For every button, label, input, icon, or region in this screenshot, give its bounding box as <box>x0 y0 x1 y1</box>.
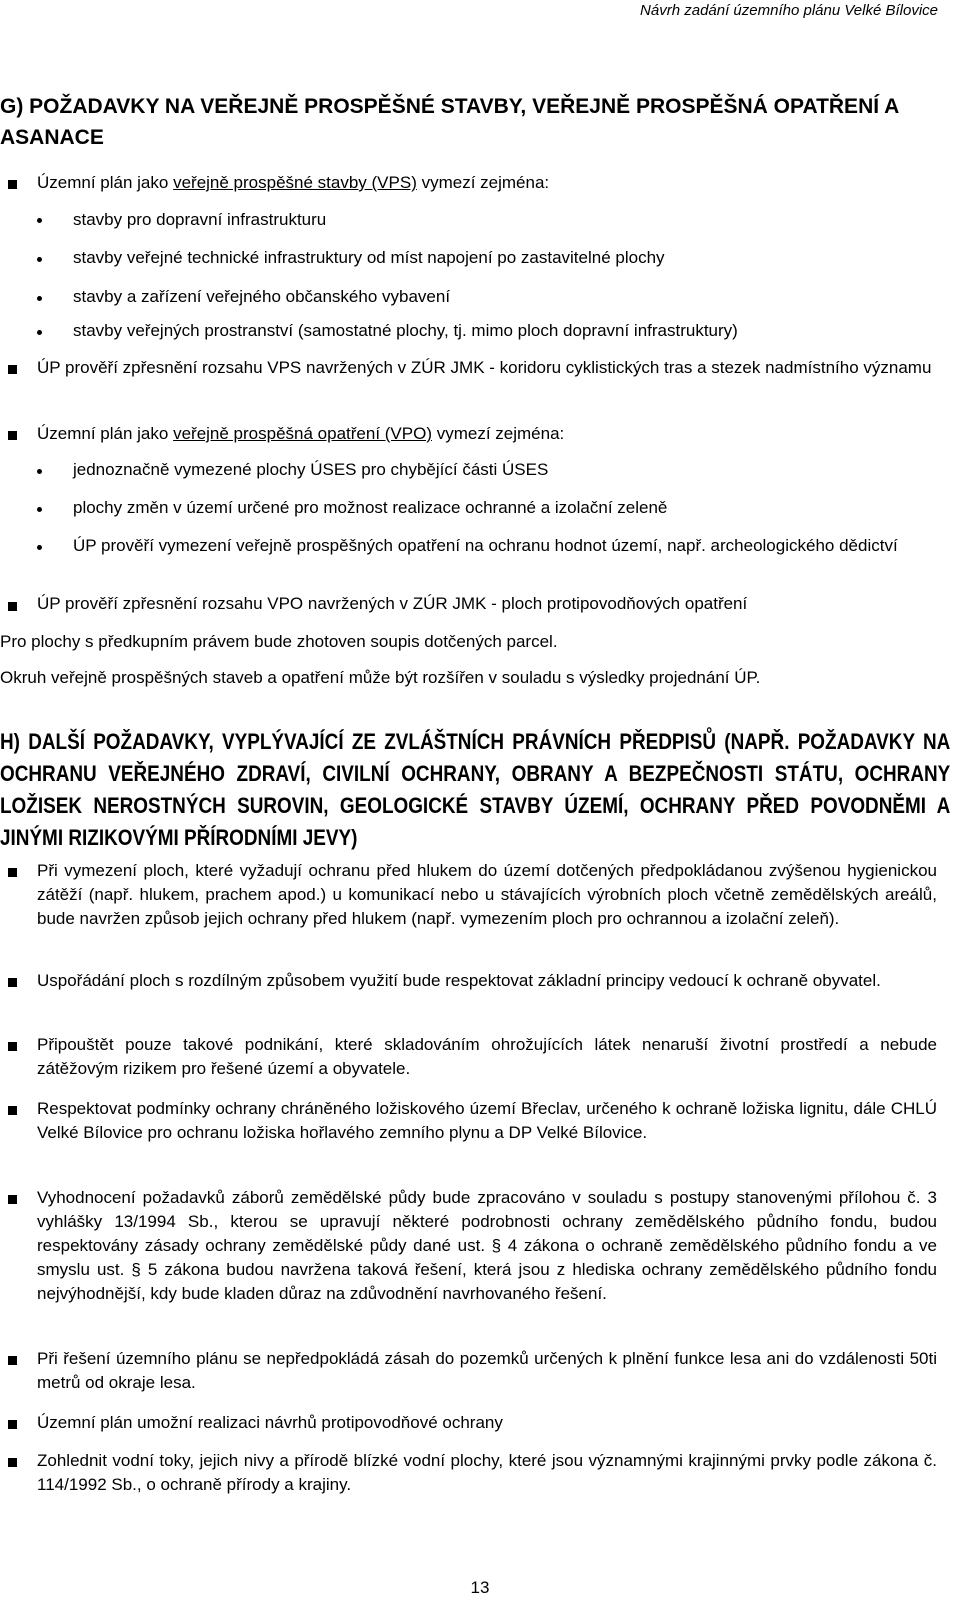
square-bullet-icon <box>8 431 17 440</box>
requirement-item: Zohlednit vodní toky, jejich nivy a přírodě blízké vodní plochy, které jsou významnými krajinnými prvky podle zákona č. 114/1992 Sb., o ochraně přírody a krajiny. <box>37 1451 937 1494</box>
square-bullet-icon <box>8 180 17 189</box>
pre-emption-paragraph: Pro plochy s předkupním právem bude zhotoven soupis dotčených parcel. <box>0 632 558 651</box>
vpo-review: ÚP prověří zpřesnění rozsahu VPO navržených v ZÚR JMK - ploch protipovodňových opatření <box>37 594 748 613</box>
requirement-item: Vyhodnocení požadavků záborů zemědělské půdy bude zpracováno v souladu s postupy stanovenými přílohou č. 3 vyhlášky 13/1994 Sb., kterou se upravují některé podrobnosti ochrany zemědělského půdního fondu, budou respektovány zásady ochrany zemědělské půdy dané ust. § 4 zákona o ochraně zemědělského půdního fondu a ve smyslu ust. § 5 zákona budou navržena taková řešení, která jsou z hlediska ochrany zemědělského půdního fondu nejvýhodnější, kdy bude kladen důraz na zdůvodnění navrhovaného řešení. <box>37 1188 937 1303</box>
square-bullet-icon <box>8 1195 17 1204</box>
round-bullet-icon <box>37 469 42 474</box>
vps-intro: Územní plán jako veřejně prospěšné stavby (VPS) vymezí zejména: <box>37 173 550 192</box>
section-h-heading: H) DALŠÍ POŽADAVKY, VYPLÝVAJÍCÍ ZE ZVLÁŠTNÍCH PRÁVNÍCH PŘEDPISŮ (NAPŘ. POŽADAVKY NA OCHRANU VEŘEJNÉHO ZDRAVÍ, CIVILNÍ OCHRANY, OBRANY A BEZPEČNOSTI STÁTU, OCHRANY LOŽISEK NEROSTNÝCH SUROVIN, GEOLOGICKÉ STAVBY ÚZEMÍ, OCHRANY PŘED POVODNĚMI A JINÝMI RIZIKOVÝMI PŘÍRODNÍMI JEVY) <box>0 729 951 850</box>
square-bullet-icon <box>8 1042 17 1051</box>
scope-paragraph: Okruh veřejně prospěšných staveb a opatření může být rozšířen v souladu s výsledky projednání ÚP. <box>0 668 761 687</box>
vpo-item: plochy změn v území určené pro možnost realizace ochranné a izolační zeleně <box>73 498 668 517</box>
vps-item: stavby veřejných prostranství (samostatné plochy, tj. mimo ploch dopravní infrastruktury) <box>73 321 738 340</box>
requirement-item: Při vymezení ploch, které vyžadují ochranu před hlukem do území dotčených předpokládanou zvýšenou hygienickou zátěží (např. hlukem, prachem apod.) u komunikací nebo u stávajících výrobních ploch včetně zemědělských areálů, bude navržen způsob jejich ochrany před hlukem (např. vymezením ploch pro ochrannou a izolační zeleň). <box>37 861 937 928</box>
square-bullet-icon <box>8 1458 17 1467</box>
round-bullet-icon <box>37 507 42 512</box>
vpo-item: jednoznačně vymezené plochy ÚSES pro chybějící části ÚSES <box>73 460 549 479</box>
square-bullet-icon <box>8 365 17 374</box>
vpo-item: ÚP prověří vymezení veřejně prospěšných opatření na ochranu hodnot území, např. archeologického dědictví <box>73 536 898 555</box>
round-bullet-icon <box>37 545 42 550</box>
vps-term: veřejně prospěšné stavby (VPS) <box>173 173 417 192</box>
section-g-heading: G) POŽADAVKY NA VEŘEJNĚ PROSPĚŠNÉ STAVBY, VEŘEJNĚ PROSPĚŠNÁ OPATŘENÍ A ASANACE <box>0 95 899 149</box>
round-bullet-icon <box>37 257 42 262</box>
round-bullet-icon <box>37 330 42 335</box>
round-bullet-icon <box>37 218 42 223</box>
square-bullet-icon <box>8 868 17 877</box>
page-number: 13 <box>470 1578 490 1597</box>
requirement-item: Při řešení územního plánu se nepředpokládá zásah do pozemků určených k plnění funkce lesa ani do vzdálenosti 50ti metrů od okraje lesa. <box>37 1349 937 1392</box>
document-header: Návrh zadání územního plánu Velké Bílovice <box>640 2 938 19</box>
square-bullet-icon <box>8 1420 17 1429</box>
vpo-term: veřejně prospěšná opatření (VPO) <box>173 424 432 443</box>
vps-item: stavby pro dopravní infrastrukturu <box>73 210 327 229</box>
vpo-intro: Územní plán jako veřejně prospěšná opatření (VPO) vymezí zejména: <box>37 424 565 443</box>
requirement-item: Připouštět pouze takové podnikání, které skladováním ohrožujících látek nenaruší životní prostředí a nebude zátěžovým rizikem pro řešené území a obyvatele. <box>37 1035 937 1078</box>
vps-item: stavby veřejné technické infrastruktury od míst napojení po zastavitelné plochy <box>73 248 665 267</box>
square-bullet-icon <box>8 978 17 987</box>
vps-item: stavby a zařízení veřejného občanského vybavení <box>73 287 451 306</box>
round-bullet-icon <box>37 296 42 301</box>
requirement-item: Uspořádání ploch s rozdílným způsobem využití bude respektovat základní principy vedoucí k ochraně obyvatel. <box>37 971 881 990</box>
vps-review: ÚP prověří zpřesnění rozsahu VPS navržených v ZÚR JMK - koridoru cyklistických tras a stezek nadmístního významu <box>37 358 932 377</box>
square-bullet-icon <box>8 602 17 611</box>
square-bullet-icon <box>8 1356 17 1365</box>
requirement-item: Územní plán umožní realizaci návrhů protipovodňové ochrany <box>37 1413 503 1432</box>
square-bullet-icon <box>8 1106 17 1115</box>
requirement-item: Respektovat podmínky ochrany chráněného ložiskového území Břeclav, určeného k ochraně ložiska lignitu, dále CHLÚ Velké Bílovice pro ochranu ložiska hořlavého zemního plynu a DP Velké Bílovice. <box>37 1099 937 1142</box>
